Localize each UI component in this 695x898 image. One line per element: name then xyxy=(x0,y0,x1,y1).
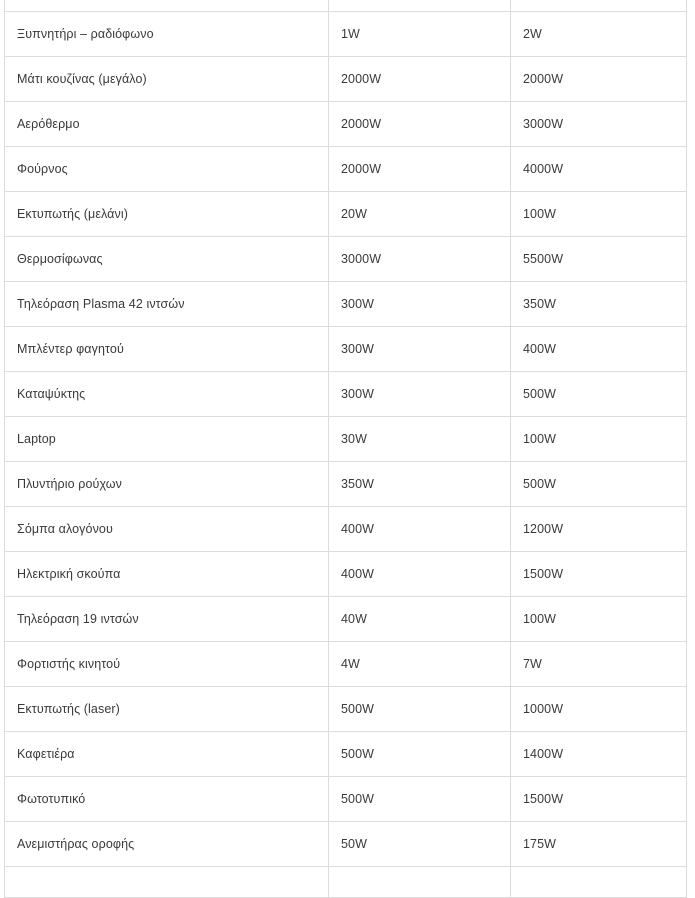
min-power-cell: 350W xyxy=(329,462,511,507)
max-power-cell: 3000W xyxy=(511,102,687,147)
min-power-cell: 300W xyxy=(329,282,511,327)
appliance-name-cell: Θερμοσίφωνας xyxy=(5,237,329,282)
table-row xyxy=(5,327,687,372)
min-power-cell: 30W xyxy=(329,417,511,462)
appliance-name-cell: Τηλεόραση 19 ιντσών xyxy=(5,597,329,642)
min-power-cell: 2000W xyxy=(329,102,511,147)
max-power-cell: 350W xyxy=(511,282,687,327)
max-power-cell: 500W xyxy=(511,462,687,507)
table-row xyxy=(5,417,687,462)
min-power-cell: 3000W xyxy=(329,237,511,282)
appliance-name-cell: Ηλεκτρική σκούπα xyxy=(5,552,329,597)
table-row xyxy=(5,57,687,102)
appliance-name-cell: Αερόθερμο xyxy=(5,102,329,147)
appliance-name-cell: Καταψύκτης xyxy=(5,372,329,417)
max-power-cell: 100W xyxy=(511,417,687,462)
table-row xyxy=(5,462,687,507)
min-power-cell: 500W xyxy=(329,687,511,732)
max-power-cell: 1500W xyxy=(511,552,687,597)
appliance-name-cell: Εκτυπωτής (laser) xyxy=(5,687,329,732)
table-row-partial-top xyxy=(5,0,687,12)
table-row xyxy=(5,102,687,147)
appliance-name-cell: Φωτοτυπικό xyxy=(5,777,329,822)
table-row xyxy=(5,237,687,282)
table-cell-empty xyxy=(329,867,511,898)
max-power-cell: 1400W xyxy=(511,732,687,777)
appliance-name-cell: Ανεμιστήρας οροφής xyxy=(5,822,329,867)
table-cell-empty xyxy=(5,0,329,12)
appliance-name-cell: Ξυπνητήρι – ραδιόφωνο xyxy=(5,12,329,57)
max-power-cell: 1500W xyxy=(511,777,687,822)
appliance-name-cell: Σόμπα αλογόνου xyxy=(5,507,329,552)
min-power-cell: 4W xyxy=(329,642,511,687)
min-power-cell: 50W xyxy=(329,822,511,867)
table-row xyxy=(5,597,687,642)
table-row xyxy=(5,147,687,192)
min-power-cell: 40W xyxy=(329,597,511,642)
table-row xyxy=(5,642,687,687)
table-row xyxy=(5,822,687,867)
min-power-cell: 500W xyxy=(329,777,511,822)
appliance-name-cell: Πλυντήριο ρούχων xyxy=(5,462,329,507)
table-row xyxy=(5,192,687,237)
appliance-name-cell: Φούρνος xyxy=(5,147,329,192)
appliance-name-cell: Εκτυπωτής (μελάνι) xyxy=(5,192,329,237)
table-row xyxy=(5,282,687,327)
min-power-cell: 500W xyxy=(329,732,511,777)
table-row xyxy=(5,507,687,552)
min-power-cell: 2000W xyxy=(329,57,511,102)
max-power-cell: 500W xyxy=(511,372,687,417)
min-power-cell: 300W xyxy=(329,372,511,417)
max-power-cell: 1000W xyxy=(511,687,687,732)
table-cell-empty xyxy=(5,867,329,898)
table-body xyxy=(5,0,687,898)
appliance-name-cell: Laptop xyxy=(5,417,329,462)
min-power-cell: 300W xyxy=(329,327,511,372)
table-row xyxy=(5,732,687,777)
appliance-name-cell: Μπλέντερ φαγητού xyxy=(5,327,329,372)
min-power-cell: 20W xyxy=(329,192,511,237)
table-cell-empty xyxy=(329,0,511,12)
max-power-cell: 7W xyxy=(511,642,687,687)
max-power-cell: 4000W xyxy=(511,147,687,192)
power-consumption-table xyxy=(4,0,687,898)
min-power-cell: 2000W xyxy=(329,147,511,192)
max-power-cell: 175W xyxy=(511,822,687,867)
max-power-cell: 1200W xyxy=(511,507,687,552)
appliance-name-cell: Μάτι κουζίνας (μεγάλο) xyxy=(5,57,329,102)
power-consumption-table-container xyxy=(4,0,686,898)
appliance-name-cell: Καφετιέρα xyxy=(5,732,329,777)
table-cell-empty xyxy=(511,867,687,898)
table-row xyxy=(5,687,687,732)
min-power-cell: 400W xyxy=(329,507,511,552)
max-power-cell: 2000W xyxy=(511,57,687,102)
table-row xyxy=(5,777,687,822)
max-power-cell: 100W xyxy=(511,192,687,237)
min-power-cell: 400W xyxy=(329,552,511,597)
min-power-cell: 1W xyxy=(329,12,511,57)
max-power-cell: 100W xyxy=(511,597,687,642)
appliance-name-cell: Φορτιστής κινητού xyxy=(5,642,329,687)
appliance-name-cell: Τηλεόραση Plasma 42 ιντσών xyxy=(5,282,329,327)
table-row xyxy=(5,552,687,597)
table-row-partial-bottom xyxy=(5,867,687,898)
table-cell-empty xyxy=(511,0,687,12)
table-row xyxy=(5,372,687,417)
max-power-cell: 5500W xyxy=(511,237,687,282)
table-row xyxy=(5,12,687,57)
max-power-cell: 400W xyxy=(511,327,687,372)
max-power-cell: 2W xyxy=(511,12,687,57)
